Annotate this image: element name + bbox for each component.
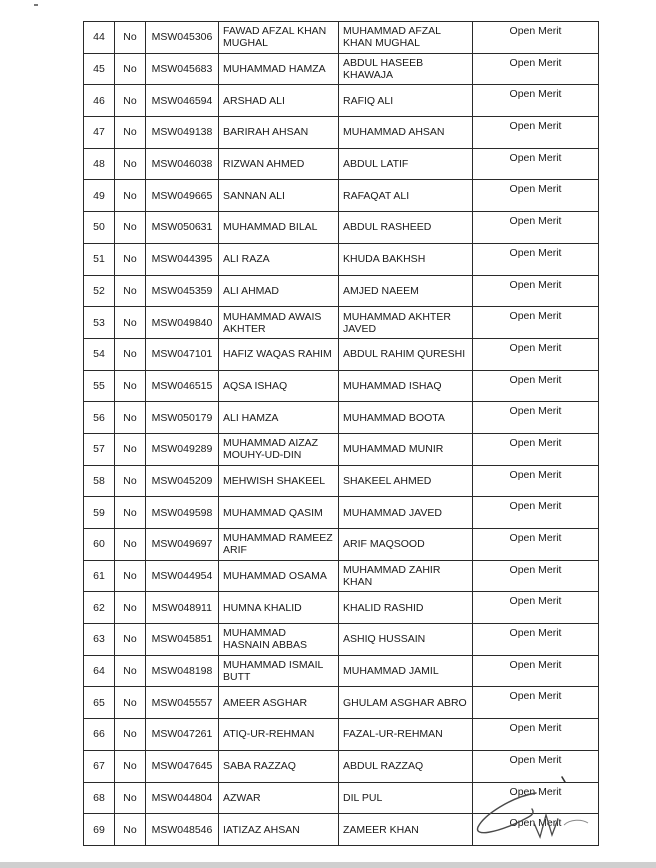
table-row <box>84 212 599 244</box>
father-name-cell: KHALID RASHID <box>339 592 473 624</box>
merit-category-cell: Open Merit <box>473 338 599 370</box>
candidate-name-cell: MUHAMMAD AIZAZ MOUHY-UD-DIN <box>219 433 339 465</box>
quota-cell: No <box>115 402 146 434</box>
candidate-name-cell: MEHWISH SHAKEEL <box>219 465 339 497</box>
table-row <box>84 370 599 402</box>
merit-category-cell: Open Merit <box>473 180 599 212</box>
quota-cell: No <box>115 307 146 339</box>
quota-cell: No <box>115 275 146 307</box>
quota-cell: No <box>115 53 146 85</box>
application-id-cell: MSW048911 <box>146 592 219 624</box>
serial-number-cell: 65 <box>84 687 115 719</box>
table-row <box>84 148 599 180</box>
quota-cell: No <box>115 370 146 402</box>
candidate-name-cell: FAWAD AFZAL KHAN MUGHAL <box>219 22 339 54</box>
quota-cell: No <box>115 433 146 465</box>
merit-category-cell: Open Merit <box>473 85 599 117</box>
candidate-name-cell: AZWAR <box>219 782 339 814</box>
application-id-cell: MSW048546 <box>146 814 219 846</box>
quota-cell: No <box>115 465 146 497</box>
application-id-cell: MSW045209 <box>146 465 219 497</box>
serial-number-cell: 50 <box>84 212 115 244</box>
merit-category-cell: Open Merit <box>473 497 599 529</box>
quota-cell: No <box>115 85 146 117</box>
candidate-name-cell: AQSA ISHAQ <box>219 370 339 402</box>
father-name-cell: ARIF MAQSOOD <box>339 529 473 561</box>
application-id-cell: MSW047645 <box>146 750 219 782</box>
father-name-cell: ABDUL HASEEB KHAWAJA <box>339 53 473 85</box>
merit-category-cell: Open Merit <box>473 275 599 307</box>
table-row <box>84 433 599 465</box>
merit-category-cell: Open Merit <box>473 529 599 561</box>
table-row <box>84 592 599 624</box>
serial-number-cell: 51 <box>84 243 115 275</box>
serial-number-cell: 48 <box>84 148 115 180</box>
application-id-cell: MSW046038 <box>146 148 219 180</box>
table-row <box>84 655 599 687</box>
father-name-cell: SHAKEEL AHMED <box>339 465 473 497</box>
father-name-cell: MUHAMMAD MUNIR <box>339 433 473 465</box>
father-name-cell: ABDUL LATIF <box>339 148 473 180</box>
quota-cell: No <box>115 782 146 814</box>
application-id-cell: MSW045306 <box>146 22 219 54</box>
father-name-cell: RAFIQ ALI <box>339 85 473 117</box>
candidate-name-cell: RIZWAN AHMED <box>219 148 339 180</box>
scan-bottom-edge <box>0 862 656 868</box>
merit-category-cell: Open Merit <box>473 719 599 751</box>
quota-cell: No <box>115 814 146 846</box>
father-name-cell: MUHAMMAD AHSAN <box>339 117 473 149</box>
table-row <box>84 307 599 339</box>
serial-number-cell: 61 <box>84 560 115 592</box>
father-name-cell: ABDUL RAHIM QURESHI <box>339 338 473 370</box>
serial-number-cell: 52 <box>84 275 115 307</box>
table-row <box>84 85 599 117</box>
serial-number-cell: 45 <box>84 53 115 85</box>
application-id-cell: MSW049138 <box>146 117 219 149</box>
merit-category-cell: Open Merit <box>473 782 599 814</box>
application-id-cell: MSW046515 <box>146 370 219 402</box>
quota-cell: No <box>115 719 146 751</box>
father-name-cell: AMJED NAEEM <box>339 275 473 307</box>
application-id-cell: MSW047261 <box>146 719 219 751</box>
serial-number-cell: 55 <box>84 370 115 402</box>
quota-cell: No <box>115 243 146 275</box>
quota-cell: No <box>115 338 146 370</box>
application-id-cell: MSW045683 <box>146 53 219 85</box>
merit-category-cell: Open Merit <box>473 117 599 149</box>
table-row <box>84 465 599 497</box>
table-row <box>84 497 599 529</box>
table-row <box>84 275 599 307</box>
table-row <box>84 338 599 370</box>
father-name-cell: MUHAMMAD JAMIL <box>339 655 473 687</box>
serial-number-cell: 54 <box>84 338 115 370</box>
candidate-name-cell: MUHAMMAD BILAL <box>219 212 339 244</box>
candidate-name-cell: MUHAMMAD HASNAIN ABBAS <box>219 624 339 656</box>
table-row <box>84 402 599 434</box>
application-id-cell: MSW045359 <box>146 275 219 307</box>
application-id-cell: MSW050631 <box>146 212 219 244</box>
candidate-name-cell: MUHAMMAD RAMEEZ ARIF <box>219 529 339 561</box>
candidate-name-cell: MUHAMMAD QASIM <box>219 497 339 529</box>
serial-number-cell: 64 <box>84 655 115 687</box>
serial-number-cell: 44 <box>84 22 115 54</box>
candidate-name-cell: MUHAMMAD HAMZA <box>219 53 339 85</box>
quota-cell: No <box>115 624 146 656</box>
application-id-cell: MSW049665 <box>146 180 219 212</box>
father-name-cell: MUHAMMAD AKHTER JAVED <box>339 307 473 339</box>
merit-category-cell: Open Merit <box>473 655 599 687</box>
application-id-cell: MSW047101 <box>146 338 219 370</box>
merit-category-cell: Open Merit <box>473 243 599 275</box>
quota-cell: No <box>115 560 146 592</box>
father-name-cell: MUHAMMAD JAVED <box>339 497 473 529</box>
merit-category-cell: Open Merit <box>473 148 599 180</box>
serial-number-cell: 49 <box>84 180 115 212</box>
application-id-cell: MSW049598 <box>146 497 219 529</box>
merit-category-cell: Open Merit <box>473 53 599 85</box>
quota-cell: No <box>115 22 146 54</box>
table-row <box>84 529 599 561</box>
scan-mark <box>34 4 38 6</box>
serial-number-cell: 63 <box>84 624 115 656</box>
candidate-name-cell: SANNAN ALI <box>219 180 339 212</box>
merit-category-cell: Open Merit <box>473 22 599 54</box>
candidate-name-cell: ARSHAD ALI <box>219 85 339 117</box>
table-row <box>84 117 599 149</box>
serial-number-cell: 56 <box>84 402 115 434</box>
application-id-cell: MSW050179 <box>146 402 219 434</box>
father-name-cell: MUHAMMAD ISHAQ <box>339 370 473 402</box>
serial-number-cell: 66 <box>84 719 115 751</box>
candidate-name-cell: HAFIZ WAQAS RAHIM <box>219 338 339 370</box>
candidate-name-cell: ATIQ-UR-REHMAN <box>219 719 339 751</box>
serial-number-cell: 47 <box>84 117 115 149</box>
candidate-name-cell: SABA RAZZAQ <box>219 750 339 782</box>
serial-number-cell: 53 <box>84 307 115 339</box>
father-name-cell: DIL PUL <box>339 782 473 814</box>
application-id-cell: MSW045851 <box>146 624 219 656</box>
father-name-cell: GHULAM ASGHAR ABRO <box>339 687 473 719</box>
quota-cell: No <box>115 148 146 180</box>
application-id-cell: MSW044804 <box>146 782 219 814</box>
merit-category-cell: Open Merit <box>473 307 599 339</box>
application-id-cell: MSW046594 <box>146 85 219 117</box>
quota-cell: No <box>115 655 146 687</box>
father-name-cell: MUHAMMAD ZAHIR KHAN <box>339 560 473 592</box>
father-name-cell: ABDUL RASHEED <box>339 212 473 244</box>
father-name-cell: ZAMEER KHAN <box>339 814 473 846</box>
serial-number-cell: 67 <box>84 750 115 782</box>
application-id-cell: MSW044395 <box>146 243 219 275</box>
table-row <box>84 624 599 656</box>
candidate-name-cell: IATIZAZ AHSAN <box>219 814 339 846</box>
candidate-name-cell: ALI HAMZA <box>219 402 339 434</box>
serial-number-cell: 69 <box>84 814 115 846</box>
serial-number-cell: 62 <box>84 592 115 624</box>
serial-number-cell: 60 <box>84 529 115 561</box>
quota-cell: No <box>115 750 146 782</box>
table-row <box>84 22 599 54</box>
father-name-cell: MUHAMMAD BOOTA <box>339 402 473 434</box>
quota-cell: No <box>115 497 146 529</box>
quota-cell: No <box>115 212 146 244</box>
table-row <box>84 687 599 719</box>
father-name-cell: ASHIQ HUSSAIN <box>339 624 473 656</box>
merit-category-cell: Open Merit <box>473 212 599 244</box>
serial-number-cell: 58 <box>84 465 115 497</box>
candidate-name-cell: MUHAMMAD OSAMA <box>219 560 339 592</box>
application-id-cell: MSW044954 <box>146 560 219 592</box>
table-row <box>84 243 599 275</box>
application-id-cell: MSW049289 <box>146 433 219 465</box>
merit-category-cell: Open Merit <box>473 560 599 592</box>
merit-category-cell: Open Merit <box>473 814 599 846</box>
quota-cell: No <box>115 592 146 624</box>
quota-cell: No <box>115 180 146 212</box>
serial-number-cell: 59 <box>84 497 115 529</box>
handwritten-signature <box>466 775 606 845</box>
merit-category-cell: Open Merit <box>473 687 599 719</box>
application-id-cell: MSW049697 <box>146 529 219 561</box>
application-id-cell: MSW049840 <box>146 307 219 339</box>
table-row <box>84 180 599 212</box>
candidate-name-cell: MUHAMMAD AWAIS AKHTER <box>219 307 339 339</box>
candidate-name-cell: HUMNA KHALID <box>219 592 339 624</box>
merit-category-cell: Open Merit <box>473 465 599 497</box>
merit-category-cell: Open Merit <box>473 592 599 624</box>
merit-category-cell: Open Merit <box>473 402 599 434</box>
father-name-cell: KHUDA BAKHSH <box>339 243 473 275</box>
merit-category-cell: Open Merit <box>473 624 599 656</box>
quota-cell: No <box>115 117 146 149</box>
serial-number-cell: 68 <box>84 782 115 814</box>
father-name-cell: MUHAMMAD AFZAL KHAN MUGHAL <box>339 22 473 54</box>
application-id-cell: MSW045557 <box>146 687 219 719</box>
candidate-name-cell: AMEER ASGHAR <box>219 687 339 719</box>
serial-number-cell: 46 <box>84 85 115 117</box>
father-name-cell: RAFAQAT ALI <box>339 180 473 212</box>
table-row <box>84 53 599 85</box>
merit-category-cell: Open Merit <box>473 750 599 782</box>
table-row <box>84 719 599 751</box>
merit-list-table <box>83 21 599 846</box>
quota-cell: No <box>115 529 146 561</box>
father-name-cell: FAZAL-UR-REHMAN <box>339 719 473 751</box>
serial-number-cell: 57 <box>84 433 115 465</box>
candidate-name-cell: BARIRAH AHSAN <box>219 117 339 149</box>
merit-category-cell: Open Merit <box>473 433 599 465</box>
table-row <box>84 560 599 592</box>
candidate-name-cell: MUHAMMAD ISMAIL BUTT <box>219 655 339 687</box>
merit-category-cell: Open Merit <box>473 370 599 402</box>
merit-list-body <box>84 22 599 846</box>
application-id-cell: MSW048198 <box>146 655 219 687</box>
candidate-name-cell: ALI RAZA <box>219 243 339 275</box>
quota-cell: No <box>115 687 146 719</box>
father-name-cell: ABDUL RAZZAQ <box>339 750 473 782</box>
candidate-name-cell: ALI AHMAD <box>219 275 339 307</box>
